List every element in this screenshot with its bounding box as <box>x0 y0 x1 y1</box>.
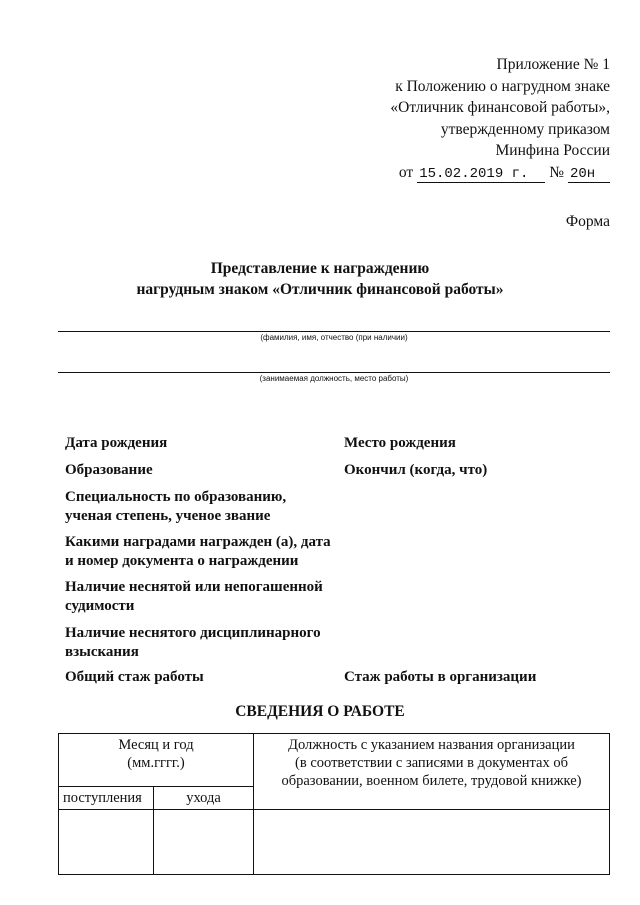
appendix-header <box>390 54 610 183</box>
subheader-end: ухода <box>154 787 254 810</box>
order-prefix: от <box>398 163 414 181</box>
field-org-experience: Стаж работы в организации <box>344 669 537 685</box>
table-header-row <box>59 734 610 787</box>
field-graduated: Окончил (когда, что) <box>344 462 488 478</box>
form-label: Форма <box>565 213 610 230</box>
field-specialty-line-2: ученая степень, ученое звание <box>65 508 271 524</box>
field-conviction-line-1: Наличие неснятой или непогашенной <box>65 579 323 595</box>
field-awards-line-2: и номер документа о награждении <box>65 553 299 569</box>
field-specialty <box>65 488 286 526</box>
title-line-2: нагрудным знаком «Отличник финансовой работы» <box>136 281 504 298</box>
position-caption: (занимаемая должность, место работы) <box>259 374 409 383</box>
work-section-title: СВЕДЕНИЯ О РАБОТЕ <box>235 703 405 720</box>
name-blank-line <box>58 331 610 342</box>
header-position-line-2: (в соответствии с записями в документах об <box>295 755 568 771</box>
title-line-1: Представление к награждению <box>210 260 430 277</box>
header-position-line-3: образовании, военном билете, трудовой книжке) <box>281 773 582 789</box>
table-row <box>59 810 610 875</box>
work-history-table <box>58 733 610 875</box>
appendix-line: Минфина России <box>495 142 610 159</box>
appendix-line: утвержденному приказом <box>440 120 610 138</box>
name-caption: (фамилия, имя, отчество (при наличии) <box>260 333 408 342</box>
order-reference <box>390 162 610 184</box>
order-number-prefix: № <box>549 163 564 181</box>
field-awards-line-1: Какими наградами награжден (а), дата <box>65 534 331 550</box>
field-awards <box>65 533 331 571</box>
field-specialty-line-1: Специальность по образованию, <box>65 489 287 505</box>
field-discipline <box>65 624 321 662</box>
appendix-line: к Положению о нагрудном знаке <box>395 77 610 95</box>
header-position <box>254 734 610 810</box>
appendix-line: «Отличник финансовой работы», <box>390 99 610 116</box>
field-education: Образование <box>65 462 153 478</box>
appendix-line: Приложение № 1 <box>496 56 610 73</box>
order-number: 20н <box>568 166 610 183</box>
field-birth-date: Дата рождения <box>65 435 168 451</box>
header-position-line-1: Должность с указанием названия организации <box>288 737 575 753</box>
document-title <box>0 258 640 300</box>
position-blank-line <box>58 372 610 383</box>
field-discipline-line-1: Наличие неснятого дисциплинарного <box>65 625 321 641</box>
header-month-line-1: Месяц и год <box>118 737 194 753</box>
field-birth-place: Место рождения <box>344 435 456 451</box>
field-conviction-line-2: судимости <box>65 598 135 614</box>
field-total-experience: Общий стаж работы <box>65 669 204 685</box>
header-month-line-2: (мм.гггг.) <box>127 755 185 771</box>
subheader-start: поступления <box>59 787 154 810</box>
table-cell <box>154 810 254 875</box>
header-month-year <box>59 734 254 787</box>
table-cell <box>254 810 610 875</box>
table-cell <box>59 810 154 875</box>
order-date: 15.02.2019 г. <box>417 166 545 183</box>
field-discipline-line-2: взыскания <box>65 644 139 660</box>
field-conviction <box>65 578 323 616</box>
